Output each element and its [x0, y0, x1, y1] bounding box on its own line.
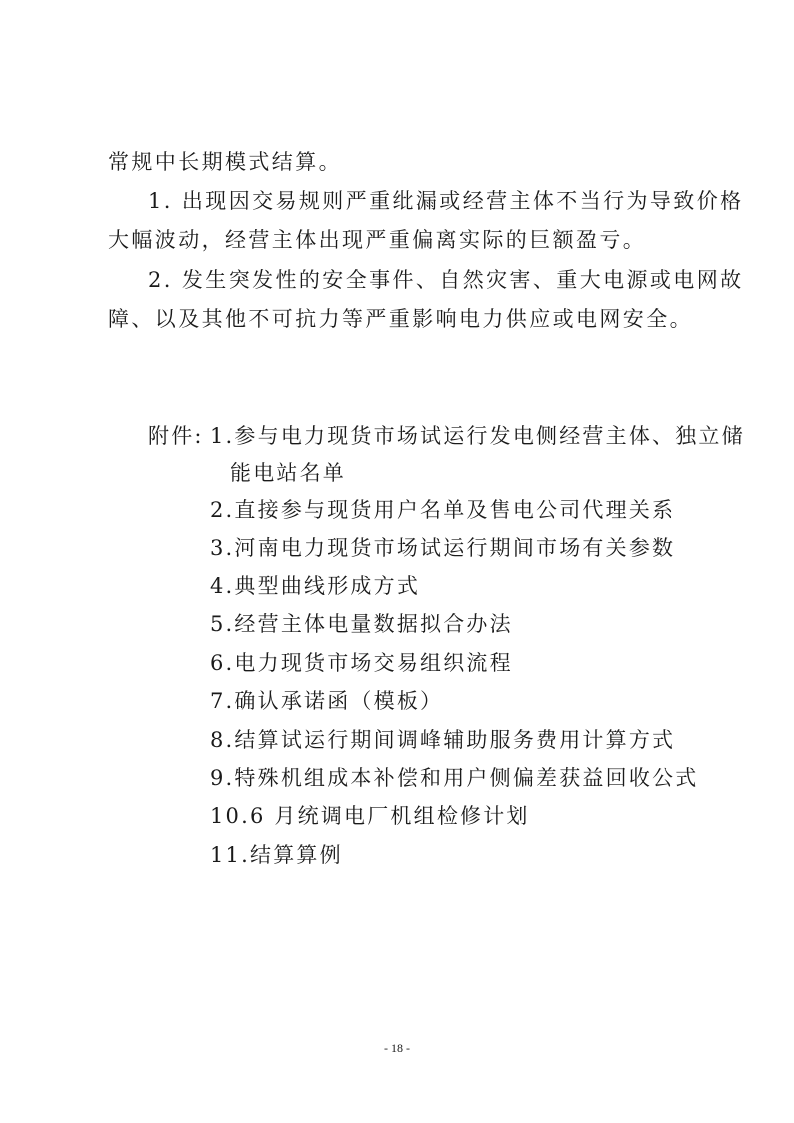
attachment-item-1: 1.参与电力现货市场试运行发电侧经营主体、独立储 [210, 424, 745, 448]
body-line-3: 大幅波动，经营主体出现严重偏离实际的巨额盈亏。 [108, 228, 647, 252]
body-line-2: 1. 出现因交易规则严重纰漏或经营主体不当行为导致价格 [148, 189, 744, 213]
attachment-item-5: 5.经营主体电量数据拟合办法 [210, 612, 513, 636]
attachment-item-2: 2.直接参与现货用户名单及售电公司代理关系 [210, 498, 676, 522]
attachment-item-3: 3.河南电力现货市场试运行期间市场有关参数 [210, 536, 676, 560]
attachment-item-8: 8.结算试运行期间调峰辅助服务费用计算方式 [210, 728, 676, 752]
attachment-item-11: 11.结算算例 [210, 843, 343, 867]
attachment-item-1-continuation: 能电站名单 [230, 461, 346, 485]
body-line-4: 2. 发生突发性的安全事件、自然灾害、重大电源或电网故 [148, 268, 744, 292]
attachment-item-9: 9.特殊机组成本补偿和用户侧偏差获益回收公式 [210, 766, 699, 790]
body-line-1: 常规中长期模式结算。 [108, 150, 342, 174]
attachment-item-10: 10.6 月统调电厂机组检修计划 [210, 804, 530, 828]
body-line-5: 障、以及其他不可抗力等严重影响电力供应或电网安全。 [108, 307, 693, 331]
page-number: - 18 - [384, 1041, 410, 1055]
attachments-label: 附件: [148, 424, 204, 448]
attachment-item-7: 7.确认承诺函（模板） [210, 689, 444, 713]
attachment-item-4: 4.典型曲线形成方式 [210, 574, 421, 598]
attachment-item-6: 6.电力现货市场交易组织流程 [210, 651, 513, 675]
